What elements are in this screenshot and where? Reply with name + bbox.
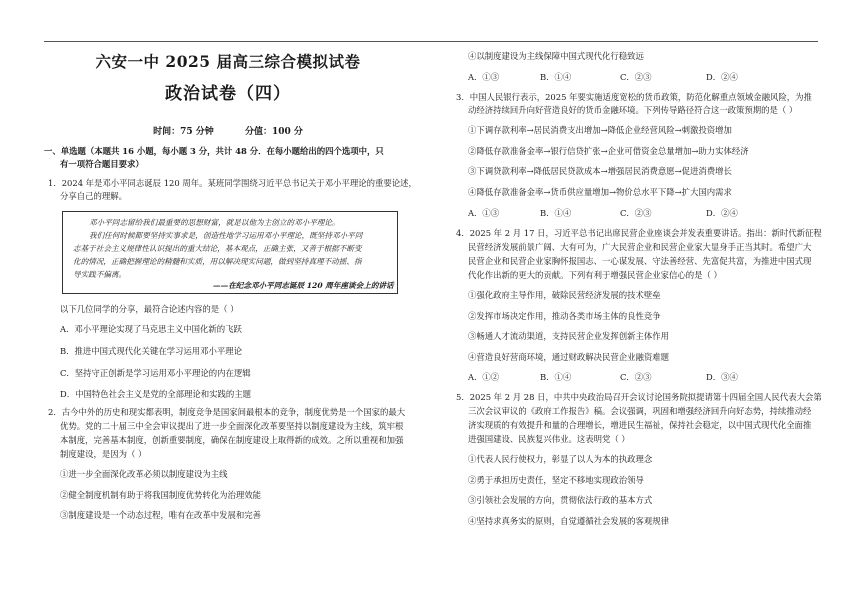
q2-item-4: ④以制度建设为主线保障中国式现代化行稳致远 bbox=[468, 51, 644, 61]
q3-option-c[interactable]: C．②③ bbox=[620, 208, 652, 218]
q5-item-2: ②勇于承担历史责任，坚定不移地实现政治领导 bbox=[468, 475, 644, 485]
q5-item-4: ④坚持求真务实的原则，自觉遵循社会发展的客观规律 bbox=[468, 516, 669, 526]
q1-quote-line: 志基于社会主义规律性认识提出的重大结论，基本观点，正确主张，又善于根据不断变 bbox=[73, 244, 362, 253]
q4-option-c[interactable]: C．②③ bbox=[620, 372, 652, 382]
q4-stem-line: 民营经济发展前景广阔、大有可为，广大民营企业和民营企业家大显身手正当其时。希望广大 bbox=[468, 242, 812, 252]
q1-stem-line1: 1．2024 年是邓小平同志诞辰 120 周年。某班同学围绕习近平总书记关于邓小平理论的重要论述， bbox=[48, 178, 417, 188]
q3-option-b[interactable]: B．①④ bbox=[540, 208, 572, 218]
q4-item-1: ①强化政府主导作用，破除民营经济发展的技术壁垒 bbox=[468, 290, 661, 300]
exam-score: 分值：100 分 bbox=[244, 127, 303, 137]
q2-option-c[interactable]: C．②③ bbox=[620, 72, 652, 82]
q1-quote-line: 导实践不偏离。 bbox=[73, 270, 127, 279]
q2-item-2: ②健全制度机制有助于将我国制度优势转化为治理效能 bbox=[60, 490, 261, 500]
q4-item-2: ②发挥市场决定作用，推动各类市场主体的良性竞争 bbox=[468, 311, 661, 321]
q3-stem-line: 动经济持续回升向好营造良好的货币金融环境。下列传导路径符合这一政策预期的是（ ） bbox=[468, 105, 798, 115]
q3-option-d[interactable]: D．②④ bbox=[706, 208, 738, 218]
q1-option-a[interactable]: A．邓小平理论实现了马克思主义中国化新的飞跃 bbox=[60, 324, 242, 334]
q3-option-a[interactable]: A．①③ bbox=[468, 208, 500, 218]
q1-quote-line: 化的情况，正确把握理论的精髓和实质，用以解决现实问题，做到坚持真理不动摇、指 bbox=[73, 257, 362, 266]
q2-item-3: ③制度建设是一个动态过程，唯有在改革中发展和完善 bbox=[60, 510, 261, 520]
exam-title: 六安一中 2025 届高三综合模拟试卷 bbox=[95, 52, 361, 71]
q1-ask: 以下几位同学的分享，最符合论述内容的是（ ） bbox=[60, 304, 239, 314]
q1-option-c[interactable]: C．坚持守正创新是学习运用邓小平理论的内在逻辑 bbox=[60, 368, 251, 378]
exam-meta bbox=[44, 124, 412, 137]
q4-stem-line: 民营企业和民营企业家胸怀报国志、一心谋发展、守法善经营、先富促共富，为推进中国式现 bbox=[468, 256, 812, 266]
q2-item-1: ①进一步全面深化改革必须以制度建设为主线 bbox=[60, 469, 228, 479]
q2-option-a[interactable]: A．①③ bbox=[468, 72, 500, 82]
section-heading-line1: 一、单选题（本题共 16 小题，每小题 3 分，共计 48 分．在每小题给出的四个选项中，只 bbox=[44, 146, 384, 156]
q4-option-d[interactable]: D．③④ bbox=[706, 372, 738, 382]
q5-stem-line: 进强国建设、民族复兴伟业。这表明党（ ） bbox=[468, 434, 630, 444]
q2-option-d[interactable]: D．②④ bbox=[706, 72, 738, 82]
q5-stem-line: 三次会议审议的《政府工作报告》稿。会议强调，巩固和增强经济回升向好态势，持续推动经 bbox=[468, 406, 812, 416]
section-heading-line2: 有一项符合题目要求） bbox=[60, 159, 144, 169]
q5-item-3: ③引领社会发展的方向，贯彻依法行政的基本方式 bbox=[468, 495, 653, 505]
q1-quote-line: 邓小平同志留给我们最重要的思想财富，就是以他为主创立的邓小平理论。 bbox=[89, 218, 340, 227]
q4-option-a[interactable]: A．①② bbox=[468, 372, 500, 382]
q2-stem-line: 优势。党的二十届三中全会审议提出了进一步全面深化改革要坚持以制度建设为主线，筑牢根 bbox=[60, 421, 404, 431]
q2-option-b[interactable]: B．①④ bbox=[540, 72, 572, 82]
header-rule bbox=[44, 41, 818, 42]
q3-item-3: ③下调贷款利率→降低居民贷款成本→增强居民消费意愿→促进消费增长 bbox=[468, 166, 732, 176]
q1-quote-source: ——在纪念邓小平同志诞辰 120 周年座谈会上的讲话 bbox=[213, 281, 394, 290]
q2-stem-line: 本制度，完善基本制度，创新重要制度，确保在制度建设上取得新的成效。之所以重视和加强 bbox=[60, 435, 404, 445]
q2-stem-line: 制度建设，是因为（ ） bbox=[60, 449, 147, 459]
q4-option-b[interactable]: B．①④ bbox=[540, 372, 572, 382]
q5-stem-line: 5．2025 年 2 月 28 日，中共中央政治局召开会议讨论国务院拟提请第十四届全国人民代表大会第 bbox=[456, 392, 822, 402]
q5-stem-line: 济实现质的有效提升和量的合理增长，增进民生福祉，保持社会稳定，以中国式现代化全面推 bbox=[468, 420, 812, 430]
q2-stem-line: 2．古今中外的历史和现实都表明，制度竞争是国家间最根本的竞争，制度优势是一个国家的最大 bbox=[48, 407, 406, 417]
exam-subtitle: 政治试卷（四） bbox=[165, 84, 291, 104]
q1-option-d[interactable]: D．中国特色社会主义是党的全部理论和实践的主题 bbox=[60, 389, 251, 399]
q4-item-3: ③畅通人才流动渠道，支持民营企业发挥创新主体作用 bbox=[468, 331, 669, 341]
q1-quote-line: 我们任何时候都要坚持实事求是，创造性地学习运用邓小平理论，既坚持邓小平同 bbox=[89, 231, 363, 240]
q4-stem-line: 4．2025 年 2 月 17 日，习近平总书记出席民营企业座谈会并发表重要讲话。指出：新时代新征程 bbox=[456, 228, 822, 238]
q3-stem-line: 3．中国人民银行表示，2025 年要实施适度宽松的货币政策，防范化解重点领域金融风险，为推 bbox=[456, 92, 812, 102]
q3-item-2: ②降低存款准备金率→银行信贷扩张→企业可借资金总量增加→助力实体经济 bbox=[468, 146, 749, 156]
q1-stem-line2: 分享自己的理解。 bbox=[60, 191, 127, 201]
q3-item-1: ①下调存款利率→居民消费支出增加→降低企业经营风险→刺激投资增加 bbox=[468, 125, 732, 135]
q4-stem-line: 代化作出新的更大的贡献。下列有利于增强民营企业家信心的是（ ） bbox=[468, 270, 722, 280]
q1-option-b[interactable]: B．推进中国式现代化关键在学习运用邓小平理论 bbox=[60, 346, 243, 356]
q3-item-4: ④降低存款准备金率→货币供应量增加→物价总水平下降→扩大国内需求 bbox=[468, 187, 732, 197]
q4-item-4: ④营造良好营商环境，通过财政解决民营企业融资难题 bbox=[468, 352, 669, 362]
exam-time: 时间：75 分钟 bbox=[153, 127, 214, 137]
q5-item-1: ①代表人民行使权力，彰显了以人为本的执政理念 bbox=[468, 454, 653, 464]
q1-quote-box bbox=[62, 211, 398, 294]
